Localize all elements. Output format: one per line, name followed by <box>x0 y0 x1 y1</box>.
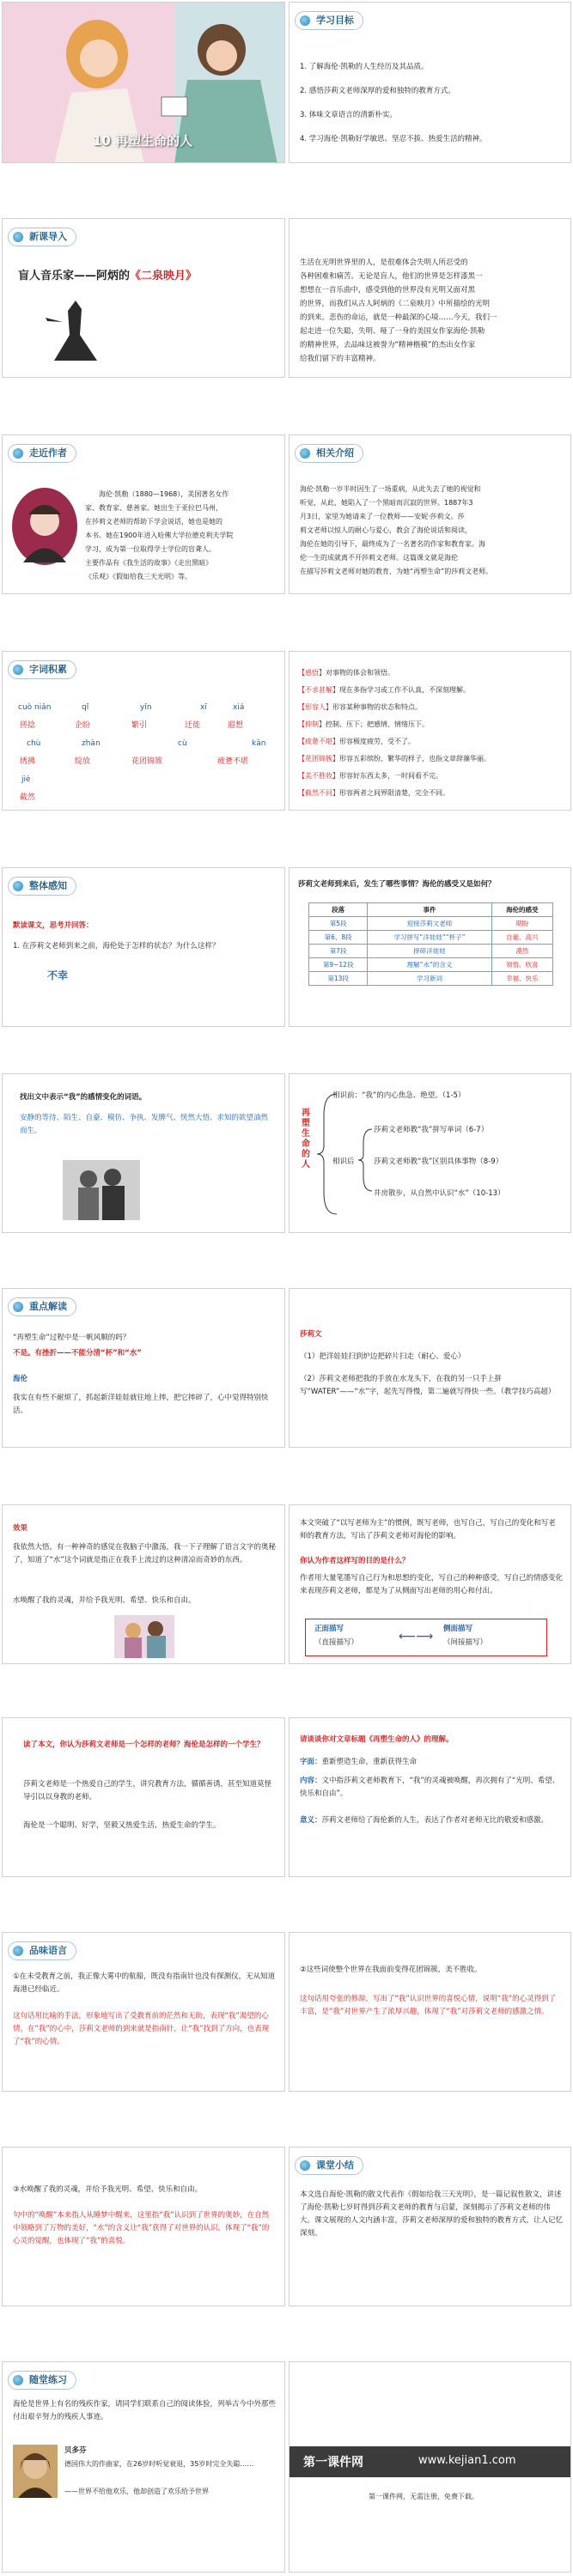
language-slide-2 <box>289 1932 571 2092</box>
bg-line-7: 在描写莎莉文老师对她的教育，为她“再塑生命”的莎莉文老师。 <box>300 568 493 575</box>
author-line-5: 学习，成为第一位取得学士学位的盲聋人。 <box>85 545 216 553</box>
vocab-header: 字词积累 <box>8 660 76 679</box>
practice-header: 随堂练习 <box>8 2371 76 2390</box>
word-9: 疲惫不堪 <box>217 757 249 766</box>
summary-header: 课堂小结 <box>295 2156 363 2175</box>
language-quote-3: ③水唤醒了我的灵魂，并给予我光明、希望、快乐和自由。 <box>13 2185 203 2194</box>
author-slide <box>2 434 285 594</box>
col-head-3: 海伦的感受 <box>491 903 552 917</box>
keypoint-who: 海伦 <box>13 1375 28 1383</box>
emotion-words: 安静的等待、陌生、自豪、模仿、争执、发脾气、恍然大悟、求知的欲望油然而生。 <box>20 1114 269 1135</box>
background-slide <box>289 434 571 594</box>
emotion-slide <box>2 1073 285 1233</box>
beethoven-name: 贝多芬 <box>64 2446 87 2455</box>
writing-question: 你认为作者这样写的目的是什么？ <box>300 1557 410 1565</box>
title-row-2: 内容：文中指莎莉文老师教育下，“我”的灵魂被唤醒，再次拥有了“光明、希望、快乐和自由”。 <box>300 1777 560 1798</box>
front-label: 正面描写 <box>314 1625 344 1633</box>
author-line-4: 本书。她在1900年进入哈佛大学拉德克利夫学院 <box>85 532 234 539</box>
writing-intro: 本文突破了“以写老师为主”的惯例，既写老师，也写自己，写自己的变化和写老师的教育方法，写出了莎莉文老师对海伦的影响。 <box>300 1519 556 1540</box>
summary-text: 本文选自海伦·凯勒的散文代表作《假如给我三天光明》，是一篇记叙性散文，讲述了海伦·凯勒七岁时得到莎莉文老师的教育与启蒙，深刻揭示了莎莉文老师的伟大。课文展现的人文内涵丰富，莎莉文老师深厚的爱和独特的教育方式，让人记忆深刻。 <box>300 2190 564 2238</box>
character-answer-2: 海伦是一个聪明、好学，坚毅又热爱生活，热爱生命的学生。 <box>23 1821 221 1830</box>
word-7: 绽放 <box>75 757 91 766</box>
plot-table-slide <box>289 867 571 1027</box>
intro-line-5: 的到来。悲伤的命运，就是一种最深的心境……今天，我们一 <box>300 313 497 322</box>
py-8: cù <box>178 739 187 748</box>
author-line-7: 《乐观》《假如给我三天光明》等。 <box>85 573 192 580</box>
brand-banner <box>290 2446 571 2477</box>
beethoven-portrait <box>13 2445 58 2498</box>
author-line-2: 家、教育家、慈善家。她出生于亚拉巴马州， <box>85 504 222 512</box>
intro-header: 新课导入 <box>8 228 76 246</box>
table-row: 第7段 摔碎洋娃娃 漠然 <box>309 945 553 958</box>
objective-2: 2. 感悟莎莉文老师深厚的爱和独特的教育方式。 <box>300 87 455 95</box>
title-question: 请谈谈你对文章标题《再塑生命的人》的理解。 <box>300 1735 454 1744</box>
author-line-3: 在莎莉文老师的帮助下学会说话，她也是她的 <box>85 518 222 526</box>
side-label: 侧面描写 <box>443 1625 473 1633</box>
bg-line-2: 听觉，从此，她陷入了一个黑暗而沉寂的世界。1887年3 <box>300 499 473 507</box>
overview-question: 1. 在莎莉文老师到来之前，海伦处于怎样的状态？为什么这样？ <box>13 942 220 951</box>
bg-line-3: 月3日，家里为她请来了一位教师——安妮·莎莉文。莎 <box>300 513 465 520</box>
language-slide-3 <box>2 2147 285 2306</box>
word-10: 截然 <box>20 793 36 802</box>
py-4: xī <box>200 703 207 712</box>
py-1: cuò niǎn <box>18 703 52 712</box>
py-7: zhàn <box>82 739 101 748</box>
character-slide <box>2 1717 285 1877</box>
author-line-1: 海伦·凯勒（1880—1968），美国著名女作 <box>99 490 229 498</box>
structure-topic: 再塑生命的人 <box>302 1109 310 1170</box>
practice-slide <box>2 2361 285 2573</box>
py-6: chù <box>27 739 41 748</box>
word-3: 繁引 <box>131 721 148 730</box>
language-analysis-3: 句中的“唤醒”本来指人从睡梦中醒来，这里指“我”认识到了世界的奥妙，在自然中领略到了万物的美好，“水”的含义让“我”获得了对世界的认识，体现了“我”的心灵的觉醒，也体现了“我”的喜悦。 <box>13 2211 270 2245</box>
effect-text: 我依然大悟，有一种神奇的感觉在我脑子中激荡，我一下子理解了语言文字的奥秘了，知道了“水”这个词就是指正在我手上流过的这种清凉而奇妙的东西。 <box>13 1543 277 1564</box>
overview-header: 整体感知 <box>8 877 76 896</box>
col-head-2: 事件 <box>368 903 491 917</box>
def-5: 【疲惫不堪】形容极度疲劳，受不了。 <box>298 738 415 745</box>
col-head-1: 段落 <box>309 903 368 917</box>
effect-slide <box>2 1504 285 1664</box>
author-portrait <box>11 487 78 566</box>
py-3: yǐn <box>140 703 152 712</box>
objectives-slide <box>289 2 571 163</box>
definitions-slide <box>289 651 571 811</box>
brand-footer: 第一课件网，无需注册，免费下载。 <box>369 2493 479 2500</box>
title-row-1: 字面：重新塑造生命，重新获得生命 <box>300 1758 418 1766</box>
intro-line-8: 给我们留下的丰富精神。 <box>300 355 381 363</box>
summary-slide <box>289 2147 571 2306</box>
objective-1: 1. 了解海伦·凯勒的人生经历及其品质。 <box>300 63 429 71</box>
writing-answer: 作者用大量笔墨写自己行为和思想的变化，写自己的种种感受，写自己的情感变化来表现莎莉文老师，都是为了从侧面写出老师的用心和付出。 <box>300 1574 564 1595</box>
character-answer-1: 莎莉文老师是一个热爱自己的学生，讲究教育方法，循循善诱，甚至知道莫怪导引以以身教的老师。 <box>23 1780 272 1801</box>
keypoint-header: 重点解读 <box>8 1297 76 1316</box>
intro-line-7: 的精神世界，去品味这被誉为“精神楷模”的杰出女作家 <box>300 341 476 349</box>
effect-label: 效果 <box>13 1524 28 1533</box>
keypoint-answer: 不是。有挫折——不能分清“杯”和“水” <box>13 1349 142 1358</box>
side-sub: （间接描写） <box>443 1638 488 1647</box>
emotion-title: 找出文中表示“我”的感情变化的词语。 <box>20 1093 147 1102</box>
title-meaning-slide <box>289 1717 571 1877</box>
front-sub: （直接描写） <box>314 1638 359 1647</box>
teacher-line-1: （1）把洋娃娃扫到炉边把碎片扫走（耐心、爱心） <box>300 1352 466 1361</box>
def-1: 【感悟】对事物的体会和领悟。 <box>298 669 394 677</box>
table-row: 第6、8段 学习拼写“洋娃娃”“杯子” 自豪、高兴 <box>309 931 553 945</box>
writing-diagram <box>305 1619 547 1656</box>
structure-brace-2 <box>357 1126 374 1194</box>
beethoven-caption: 德国伟大的作曲家，在26岁时听觉衰退，35岁时完全失聪…… <box>64 2460 254 2468</box>
intro-text-slide <box>289 218 571 378</box>
teacher-who: 莎莉文 <box>300 1330 322 1339</box>
objective-4: 4. 学习海伦·凯勒好学敏思、坚忍不拔、热爱生活的精神。 <box>300 135 487 143</box>
structure-slide <box>289 1073 571 1233</box>
table-row: 第5段 迎接莎莉文老师 期盼 <box>309 917 553 931</box>
author-line-6: 主要作品有《我生活的故事》《走出黑暗》 <box>85 559 212 567</box>
objectives-header: 学习目标 <box>295 11 363 30</box>
def-2: 【不求甚解】现在多指学习或工作不认真，不深刻理解。 <box>298 686 470 694</box>
structure-mid: 相识后 <box>332 1157 355 1166</box>
statue-image <box>37 292 114 369</box>
intro-line-3: 想想在一首乐曲中，感受到他的世界没有光明又面对黑 <box>300 286 476 295</box>
language-slide <box>2 1932 285 2092</box>
intro-heading-a: 盲人音乐家——阿炳的 <box>18 270 131 283</box>
language-quote: ①在未受教育之前，我正像大雾中的航船，既没有指南针也没有探测仪，无从知道海港已经临近。 <box>13 1972 276 1994</box>
intro-line-4: 的世界，而我们从古人阿炳的《二泉映月》中所描绘的光明 <box>300 300 491 308</box>
brand-url[interactable]: www.kejian1.com <box>418 2454 516 2467</box>
intro-line-1: 生活在光明世界里的人，是很难体会失明人所忍受的 <box>300 258 468 267</box>
arrow-icon: ⟵⟶ <box>399 1630 434 1643</box>
bg-line-6: 伦一生的成就离不开莎莉文老师。这篇课文就是海伦 <box>300 554 458 562</box>
teacher-student-photo <box>63 1160 140 1220</box>
word-1: 搓捻 <box>20 721 36 730</box>
overview-answer: 不幸 <box>47 969 69 981</box>
structure-b1: 相识前：“我”的内心焦急、绝望。（1-5） <box>332 1091 466 1100</box>
brand-slide <box>289 2361 571 2573</box>
overview-prompt: 默读课文，思考并回答： <box>13 921 94 930</box>
py-9: kān <box>252 739 266 748</box>
bg-line-4: 莉文老师以惊人的耐心与爱心，教会了海伦说话和阅读， <box>300 526 472 534</box>
bg-line-5: 海伦在她的引导下，最终成为了一名著名的作家和教育家。海 <box>300 540 485 548</box>
keypoint-slide <box>2 1288 285 1448</box>
language-quote-2: ②这些词使整个世界在我面前变得花团锦簇，美不胜收。 <box>300 1965 482 1974</box>
plot-table <box>308 902 553 986</box>
brand-name: 第一课件网 <box>303 2456 363 2470</box>
intro-heading-b: 《二泉映月》 <box>130 270 198 283</box>
intro-slide <box>2 218 285 378</box>
py-2: qǐ <box>82 703 89 712</box>
intro-heading <box>18 266 197 283</box>
def-8: 【截然不同】形容两者之间界限清楚，完全不同。 <box>298 789 449 797</box>
beethoven-quote: ——世界不给他欢乐，他却创造了欢乐给予世界 <box>64 2488 209 2495</box>
language-analysis: 这句话用比喻的手法，形象地写出了受教育前的茫然和无助，表现“我”渴望的心情，在“我”的心中，莎莉文老师的到来就是指南针，让“我”找到了方向，也表现了“我”的心情。 <box>13 2012 270 2046</box>
plot-table-title: 莎莉文老师到来后，发生了哪些事情？海伦的感受又是如何？ <box>298 880 496 889</box>
structure-brace <box>315 1090 341 1218</box>
cover-title: 10 再塑生命的人 <box>93 133 193 149</box>
overview-slide <box>2 867 285 1027</box>
language-header: 品味语言 <box>8 1941 76 1960</box>
teacher-slide <box>289 1288 571 1448</box>
intro-line-2: 各种困难和痛苦。无论是盲人，他们的世界是怎样漆黑一 <box>300 272 483 281</box>
def-7: 【美不胜收】形容好东西太多，一时间看不完。 <box>298 772 442 780</box>
intro-line-6: 起走进一位失聪、失明、哑了一身的美国女作家海伦·凯勒 <box>300 327 485 336</box>
writing-slide <box>289 1504 571 1664</box>
word-8: 花团锦簇 <box>131 757 163 766</box>
language-analysis-2: 这句话用夸张的修辞，写出了“我”认识世界的喜悦心情，说明“我”的心灵得到了丰富，是“我”对世界产生了浓厚兴趣，体现了“我”对莎莉文老师的感激之情。 <box>300 1995 557 2016</box>
vocab-slide <box>2 651 285 811</box>
structure-b2: 莎莉文老师教“我”拼写单词（6-7） <box>374 1126 489 1134</box>
table-row: 第13段 学习新词 幸福、快乐 <box>309 972 553 986</box>
bg-line-1: 海伦·凯勒一岁半时因生了一场重病，从此失去了她的视觉和 <box>300 485 481 493</box>
keypoint-question: “再塑生命”过程中是一帆风顺的吗？ <box>13 1334 131 1342</box>
background-header: 相关介绍 <box>295 444 363 463</box>
def-6: 【花团锦簇】形容五彩缤纷、繁华的样子，也指文章辞藻华丽。 <box>298 755 491 762</box>
character-question: 读了本文，你认为莎莉文老师是一个怎样的老师？海伦是怎样的一个学生？ <box>23 1741 265 1749</box>
def-3: 【形容人】形容某种事物的状态和特点。 <box>298 703 422 711</box>
author-header: 走近作者 <box>8 444 76 463</box>
word-4: 迁徙 <box>185 721 201 730</box>
py-5: xiá <box>233 703 245 712</box>
objective-3: 3. 体味文章语言的清新朴实。 <box>300 111 397 119</box>
teacher-line-2: （2）莎莉文老师把我的手放在水龙头下，在我的另一只手上拼写“WATER”——“水”字，起先写得慢，第二遍就写得快一些。（教学技巧高超） <box>300 1375 556 1396</box>
effect-text-2: 水唤醒了我的灵魂，并给予我光明、希望、快乐和自由。 <box>13 1596 196 1605</box>
structure-b4: 井房散步，从自然中认识“水”（10-13） <box>374 1189 505 1198</box>
effect-illustration <box>114 1615 174 1658</box>
practice-text: 海伦是世界上有名的残疾作家，请同学们联系自己的阅读体验，列举古今中外那些付出艰辛努力的残疾人事迹。 <box>13 2400 277 2421</box>
py-10: jiè <box>21 775 31 784</box>
title-row-3: 意义：莎莉文老师给了海伦新的人生，表达了作者对老师无比的敬爱和感激。 <box>300 1816 549 1825</box>
word-6: 绣拂 <box>20 757 36 766</box>
keypoint-text: 我实在有些不耐烦了，抓起新洋娃娃就往地上摔，把它摔碎了，心中觉得特别快活。 <box>13 1394 269 1415</box>
table-row: 第9~12段 理解“水”的含义 领悟、欣喜 <box>309 958 553 972</box>
def-4: 【抑制】控制、压下；把感情、情绪压下。 <box>298 720 429 728</box>
structure-b3: 莎莉文老师教“我”区别具体事物（8-9） <box>374 1157 503 1166</box>
cover-slide <box>2 2 285 163</box>
word-2: 企盼 <box>75 721 91 730</box>
word-5: 遐想 <box>228 721 244 730</box>
